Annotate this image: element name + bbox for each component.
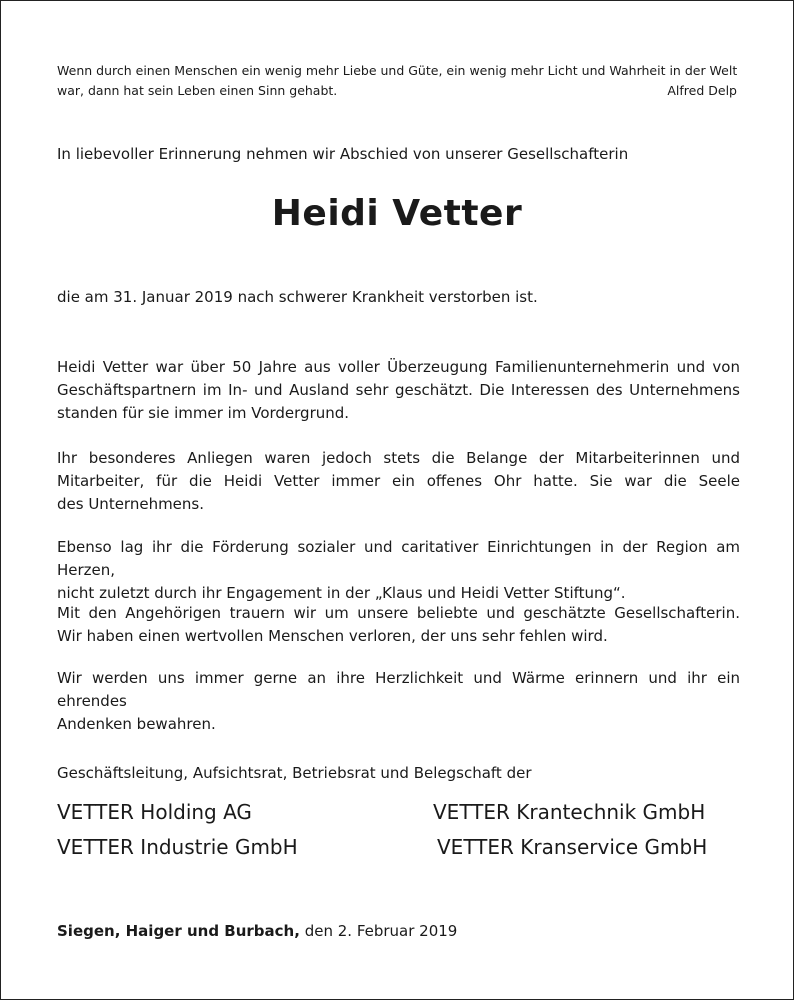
deceased-name: Heidi Vetter [271,193,523,234]
paragraph-line: Heidi Vetter war über 50 Jahre aus voller Überzeugung Familienunternehmerin und von [57,358,740,376]
quote-author: Alfred Delp [667,83,737,98]
paragraph-line: Mitarbeiter, für die Heidi Vetter immer ein offenes Ohr hatte. Sie war die Seele [57,472,740,490]
paragraph-3 [57,536,740,605]
quote-line-2: war, dann hat sein Leben einen Sinn gehabt. [57,83,338,98]
intro-text: In liebevoller Erinnerung nehmen wir Abschied von unserer Gesellschafterin [57,145,629,163]
paragraph-line: Wir werden uns immer gerne an ihre Herzlichkeit und Wärme erinnern und ihr ein ehrendes [57,669,740,710]
paragraph-line: nicht zuletzt durch ihr Engagement in der „Klaus und Heidi Vetter Stiftung“. [57,584,626,602]
paragraph-line: standen für sie immer im Vordergrund. [57,404,350,422]
signoff-date: den 2. Februar 2019 [304,922,458,940]
quote-line-1: Wenn durch einen Menschen ein wenig mehr Liebe und Güte, ein wenig mehr Licht und Wahrheit in der Welt [57,63,738,78]
company-name: VETTER Holding AG [57,800,252,824]
paragraph-4 [57,602,740,648]
paragraph-2 [57,447,740,516]
company-name: VETTER Kranservice GmbH [437,835,708,859]
paragraph-line: Ebenso lag ihr die Förderung sozialer und caritativer Einrichtungen in der Region am Herzen, [57,538,740,579]
company-name: VETTER Krantechnik GmbH [433,800,706,824]
paragraph-1 [57,356,740,425]
paragraph-5 [57,667,740,736]
death-notice-line: die am 31. Januar 2019 nach schwerer Krankheit verstorben ist. [57,288,538,306]
signoff [57,922,457,940]
paragraph-line: des Unternehmens. [57,495,205,513]
paragraph-line: Wir haben einen wertvollen Menschen verloren, der uns sehr fehlen wird. [57,627,608,645]
mourners-intro: Geschäftsleitung, Aufsichtsrat, Betriebsrat und Belegschaft der [57,764,532,782]
paragraph-line: Ihr besonderes Anliegen waren jedoch stets die Belange der Mitarbeiterinnen und [57,449,740,467]
signoff-places: Siegen, Haiger und Burbach, [57,922,300,940]
paragraph-line: Andenken bewahren. [57,715,216,733]
paragraph-line: Mit den Angehörigen trauern wir um unsere beliebte und geschätzte Gesellschafterin. [57,604,740,622]
paragraph-line: Geschäftspartnern im In- und Ausland sehr geschätzt. Die Interessen des Unternehmens [57,381,740,399]
company-name: VETTER Industrie GmbH [57,835,298,859]
